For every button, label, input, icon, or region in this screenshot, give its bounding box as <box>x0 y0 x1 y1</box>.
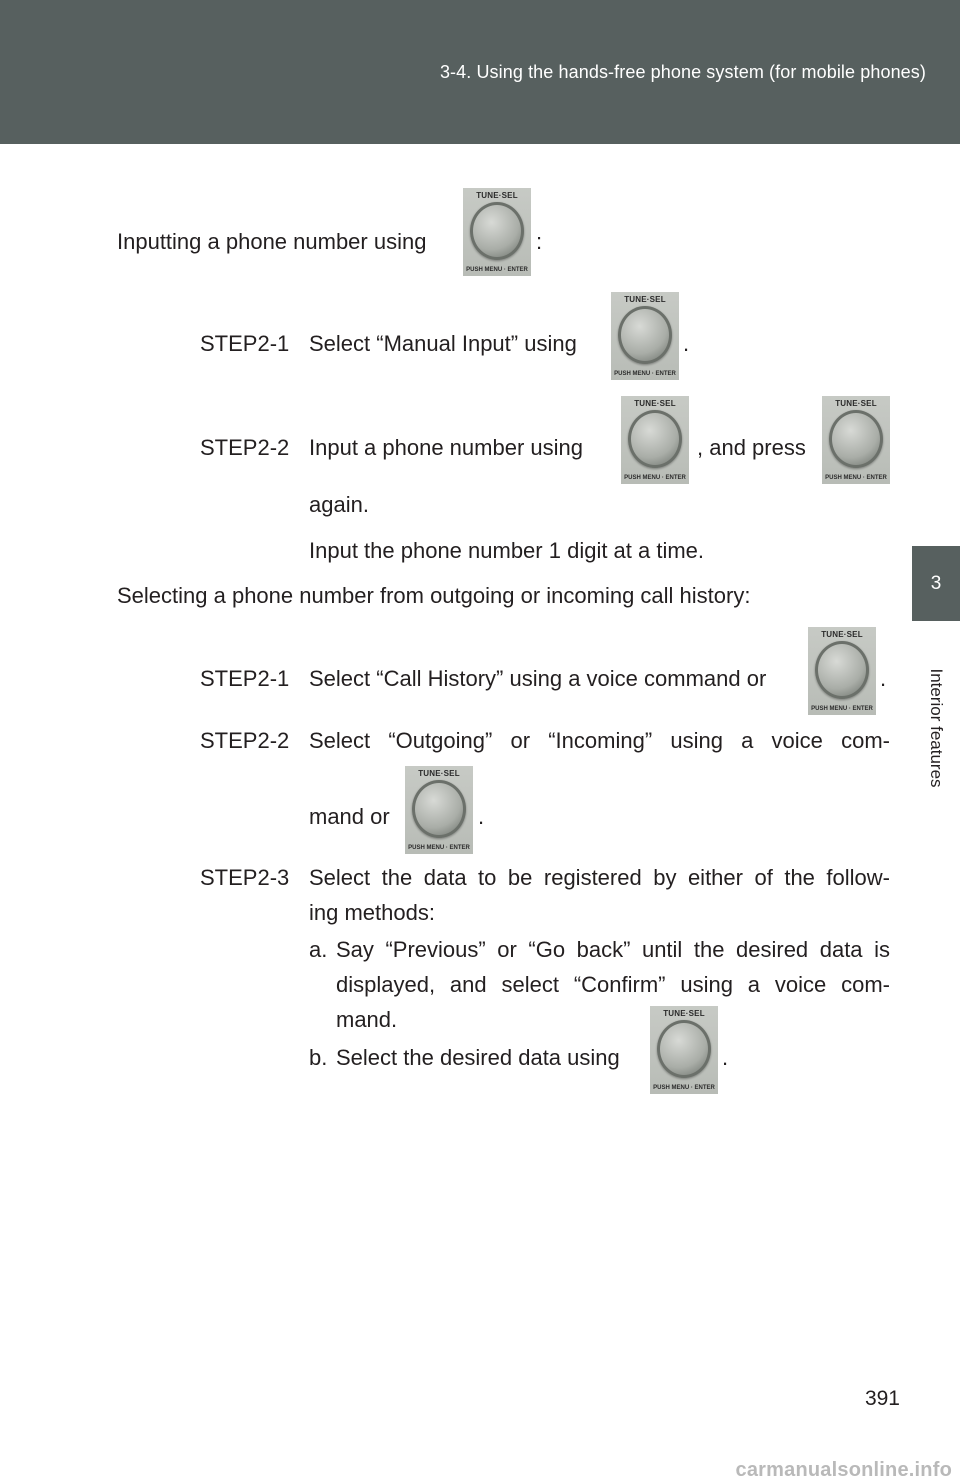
page-number: 391 <box>864 1387 900 1410</box>
list-item-a-continued: displayed, and select “Confirm” using a voice com- <box>336 972 890 997</box>
tune-sel-knob-icon: TUNE·SEL PUSH MENU · ENTER <box>808 627 876 715</box>
step-text: Select the data to be registered by either of the follow- <box>309 865 890 890</box>
chapter-tab <box>912 546 960 621</box>
list-item-a-continued: mand. <box>336 1007 398 1032</box>
tune-sel-knob-icon: TUNE·SEL PUSH MENU · ENTER <box>650 1006 718 1094</box>
tune-sel-knob-icon: TUNE·SEL PUSH MENU · ENTER <box>822 396 890 484</box>
step-label: STEP2-1 <box>200 666 290 691</box>
step-period: . <box>683 331 690 356</box>
step-text: Select “Manual Input” using <box>309 331 577 356</box>
chapter-number: 3 <box>930 572 942 594</box>
section-title: 3-4. Using the hands-free phone system (for mobile phones) <box>439 62 926 82</box>
step-text-continued: , and press <box>697 435 806 460</box>
step-label: STEP2-1 <box>200 331 290 356</box>
watermark-url: carmanualsonline.info <box>735 1459 952 1481</box>
step-text: Select “Outgoing” or “Incoming” using a voice com- <box>309 728 890 753</box>
step-text-continued: ing methods: <box>309 900 435 925</box>
intro-call-history: Selecting a phone number from outgoing or incoming call history: <box>117 583 751 608</box>
intro-colon: : <box>536 229 543 254</box>
step-label: STEP2-3 <box>200 865 290 890</box>
tune-sel-knob-icon: TUNE·SEL PUSH MENU · ENTER <box>621 396 689 484</box>
list-marker: b. <box>309 1045 328 1070</box>
list-item-a: Say “Previous” or “Go back” until the desired data is <box>336 937 890 962</box>
step-label: STEP2-2 <box>200 435 290 460</box>
step-period: . <box>880 666 887 691</box>
step-text: Select “Call History” using a voice command or <box>309 666 767 691</box>
step-label: STEP2-2 <box>200 728 290 753</box>
step-text-again: again. <box>309 492 369 517</box>
step-note: Input the phone number 1 digit at a time. <box>309 538 705 563</box>
step-text: Input a phone number using <box>309 435 583 460</box>
list-marker: a. <box>309 937 328 962</box>
page-header <box>0 0 960 144</box>
tune-sel-knob-icon: TUNE·SEL PUSH MENU · ENTER <box>463 188 531 276</box>
step-period: . <box>478 804 485 829</box>
intro-manual-input: Inputting a phone number using <box>117 229 427 254</box>
chapter-label: Interior features <box>927 668 946 788</box>
tune-sel-knob-icon: TUNE·SEL PUSH MENU · ENTER <box>405 766 473 854</box>
tune-sel-knob-icon: TUNE·SEL PUSH MENU · ENTER <box>611 292 679 380</box>
step-period: . <box>722 1045 729 1070</box>
list-item-b: Select the desired data using <box>336 1045 620 1070</box>
step-text-continued: mand or <box>309 804 390 829</box>
